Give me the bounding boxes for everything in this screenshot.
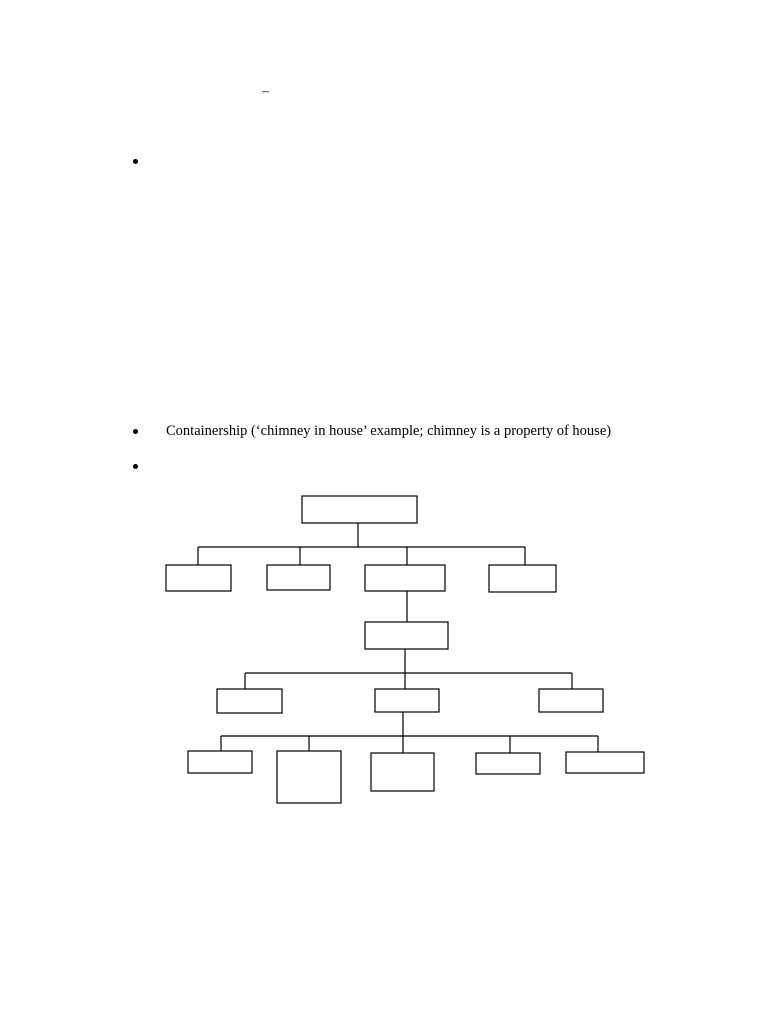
- diagram-box-root: [302, 496, 417, 523]
- diagram-box: [166, 565, 231, 591]
- diagram-box: [489, 565, 556, 592]
- diagram-box: [365, 565, 445, 591]
- diagram-box: [375, 689, 439, 712]
- diagram-box: [566, 752, 644, 773]
- diagram-box: [277, 751, 341, 803]
- diagram-box: [365, 622, 448, 649]
- diagram-box: [476, 753, 540, 774]
- diagram-box: [267, 565, 330, 590]
- diagram-box: [371, 753, 434, 791]
- dash-mark: –: [262, 84, 269, 99]
- bullet-text-containership: Containership (‘chimney in house’ example; chimney is a property of house): [166, 423, 612, 439]
- diagram-box: [217, 689, 282, 713]
- diagram-box: [539, 689, 603, 712]
- diagram-box: [188, 751, 252, 773]
